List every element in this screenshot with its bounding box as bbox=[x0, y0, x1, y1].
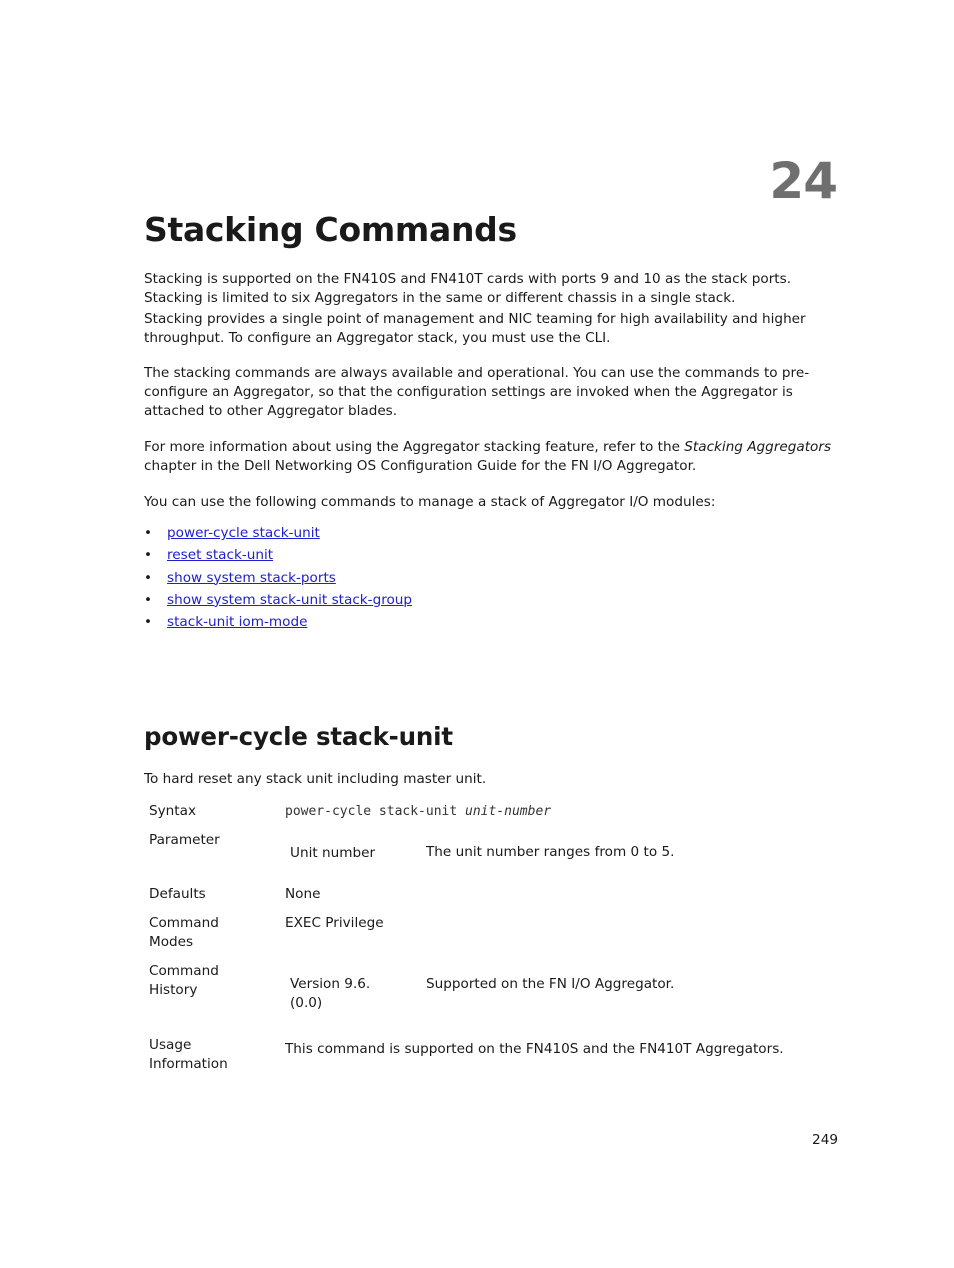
usage-label-line-2: Information bbox=[149, 1056, 228, 1072]
section-title: power-cycle stack-unit bbox=[144, 722, 453, 751]
usage-value: This command is supported on the FN410S and the FN410T Aggregators. bbox=[285, 1041, 784, 1057]
paragraph-4-text-end: chapter in the Dell Networking OS Configuration Guide for the FN I/O Aggregator. bbox=[144, 458, 697, 474]
bullet-icon: • bbox=[144, 547, 153, 564]
paragraph-4-text-start: For more information about using the Aggregator stacking feature, refer to the bbox=[144, 439, 685, 455]
history-version-line-2: (0.0) bbox=[290, 995, 323, 1011]
defaults-label: Defaults bbox=[149, 886, 206, 902]
chapter-number: 24 bbox=[769, 152, 837, 210]
history-version-line-1: Version 9.6. bbox=[290, 976, 371, 992]
bullet-icon: • bbox=[144, 614, 153, 631]
syntax-command: power-cycle stack-unit bbox=[285, 804, 466, 819]
link-stack-unit-iom-mode[interactable]: stack-unit iom-mode bbox=[167, 614, 308, 631]
syntax-value bbox=[285, 802, 551, 821]
history-label bbox=[149, 962, 219, 1000]
usage-label bbox=[149, 1036, 228, 1074]
bullet-icon: • bbox=[144, 591, 153, 608]
page-number: 249 bbox=[812, 1132, 838, 1148]
link-reset-stack-unit[interactable]: reset stack-unit bbox=[167, 547, 274, 564]
history-label-line-2: History bbox=[149, 982, 198, 998]
usage-label-line-1: Usage bbox=[149, 1037, 192, 1053]
modes-value: EXEC Privilege bbox=[285, 915, 384, 931]
bullet-icon: • bbox=[144, 569, 153, 586]
intro-paragraph-5: You can use the following commands to manage a stack of Aggregator I/O modules: bbox=[144, 494, 716, 510]
history-description: Supported on the FN I/O Aggregator. bbox=[426, 976, 675, 992]
paragraph-4-italic: Stacking Aggregators bbox=[684, 439, 832, 455]
parameter-label: Parameter bbox=[149, 832, 220, 848]
intro-paragraph-4 bbox=[144, 438, 844, 476]
parameter-description: The unit number ranges from 0 to 5. bbox=[426, 844, 675, 860]
history-version bbox=[290, 975, 370, 1013]
modes-label-line-1: Command bbox=[149, 915, 219, 931]
intro-paragraph-2: Stacking provides a single point of management and NIC teaming for high availability and higher throughput. To configure an Aggregator stack, you must use the CLI. bbox=[144, 311, 806, 346]
intro-paragraph-3: The stacking commands are always available and operational. You can use the commands to pre-configure an Aggregator, so that the configuration settings are invoked when the Aggregator is attached to other Aggregator blades. bbox=[144, 365, 810, 419]
parameter-name: Unit number bbox=[290, 845, 376, 861]
history-label-line-1: Command bbox=[149, 963, 219, 979]
link-power-cycle-stack-unit[interactable]: power-cycle stack-unit bbox=[167, 525, 320, 541]
defaults-value: None bbox=[285, 886, 321, 902]
syntax-label: Syntax bbox=[149, 803, 196, 819]
section-description: To hard reset any stack unit including master unit. bbox=[144, 771, 487, 787]
modes-label bbox=[149, 914, 219, 952]
link-show-system-stack-ports[interactable]: show system stack-ports bbox=[167, 569, 336, 586]
syntax-argument: unit-number bbox=[465, 804, 552, 819]
chapter-title: Stacking Commands bbox=[144, 210, 517, 249]
intro-paragraph-1: Stacking is supported on the FN410S and FN410T cards with ports 9 and 10 as the stack ports. Stacking is limited to six Aggregators in the same or different chassis in a single stack. bbox=[144, 271, 792, 306]
link-show-system-stack-unit-stack-group[interactable]: show system stack-unit stack-group bbox=[167, 591, 413, 608]
bullet-icon: • bbox=[144, 525, 153, 541]
modes-label-line-2: Modes bbox=[149, 934, 194, 950]
